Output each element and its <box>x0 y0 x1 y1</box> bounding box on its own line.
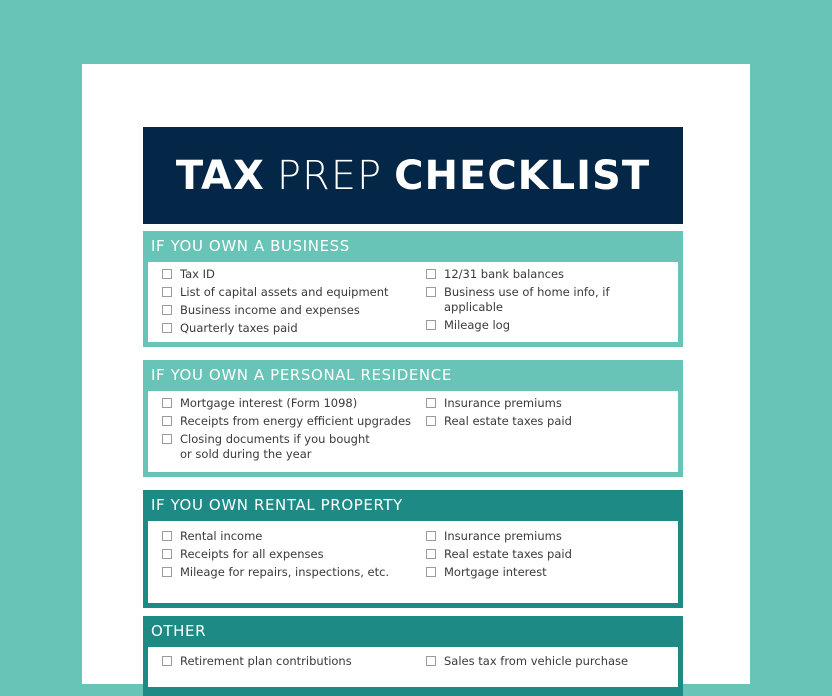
checkbox[interactable] <box>426 656 436 666</box>
checklist-item[interactable] <box>426 547 668 562</box>
checkbox[interactable] <box>162 549 172 559</box>
item-label: Real estate taxes paid <box>444 414 572 428</box>
section-heading: IF YOU OWN A PERSONAL RESIDENCE <box>151 366 452 384</box>
checkbox[interactable] <box>162 398 172 408</box>
checklist-item[interactable] <box>426 654 668 669</box>
title-word-checklist: CHECKLIST <box>394 152 651 199</box>
checklist-item[interactable] <box>426 396 668 411</box>
section-heading: IF YOU OWN RENTAL PROPERTY <box>151 496 403 514</box>
section-heading: IF YOU OWN A BUSINESS <box>151 237 350 255</box>
checkbox[interactable] <box>426 549 436 559</box>
item-label: Sales tax from vehicle purchase <box>444 654 629 668</box>
item-label: Mortgage interest (Form 1098) <box>180 396 358 410</box>
checklist-item[interactable] <box>162 432 426 462</box>
item-label: Business income and expenses <box>180 303 360 317</box>
checklist-item[interactable] <box>162 565 426 580</box>
checkbox[interactable] <box>162 567 172 577</box>
item-label: List of capital assets and equipment <box>180 285 389 299</box>
title-word-tax: TAX <box>175 152 265 199</box>
checkbox[interactable] <box>426 398 436 408</box>
checklist-item[interactable] <box>426 529 668 544</box>
item-label: Receipts for all expenses <box>180 547 324 561</box>
item-label: Insurance premiums <box>444 529 562 543</box>
checklist-item[interactable] <box>162 396 426 411</box>
checkbox[interactable] <box>162 305 172 315</box>
section-personal-residence <box>143 360 683 477</box>
right-column <box>426 654 668 681</box>
left-column <box>162 396 426 466</box>
checklist-item[interactable] <box>426 414 668 429</box>
item-label: Mileage log <box>444 318 510 332</box>
checkbox[interactable] <box>426 320 436 330</box>
checkbox[interactable] <box>426 416 436 426</box>
right-column <box>426 529 668 597</box>
item-label: Mortgage interest <box>444 565 547 579</box>
checklist-item[interactable] <box>162 285 426 300</box>
checkbox[interactable] <box>426 287 436 297</box>
title-banner <box>143 127 683 224</box>
title-word-prep: PREP <box>276 152 383 199</box>
checklist-item[interactable] <box>426 267 668 282</box>
checkbox[interactable] <box>426 567 436 577</box>
left-column <box>162 267 426 336</box>
checkbox[interactable] <box>162 287 172 297</box>
item-label: Insurance premiums <box>444 396 562 410</box>
section-heading: OTHER <box>151 622 207 640</box>
checklist-item[interactable] <box>162 267 426 282</box>
checklist-item[interactable] <box>162 654 426 669</box>
right-column <box>426 396 668 466</box>
section-body <box>148 647 678 687</box>
checkbox[interactable] <box>162 531 172 541</box>
section-body <box>148 262 678 342</box>
checkbox[interactable] <box>162 269 172 279</box>
item-label: Business use of home info, if applicable <box>444 285 610 314</box>
item-label: Receipts from energy efficient upgrades <box>180 414 412 428</box>
checkbox[interactable] <box>426 269 436 279</box>
left-column <box>162 529 426 597</box>
section-body <box>148 521 678 603</box>
section-rental-property <box>143 490 683 608</box>
checklist-item[interactable] <box>426 565 668 580</box>
checklist-item[interactable] <box>162 547 426 562</box>
item-label: Quarterly taxes paid <box>180 321 298 335</box>
checkbox[interactable] <box>162 323 172 333</box>
checklist-item[interactable] <box>426 318 668 333</box>
checkbox[interactable] <box>426 531 436 541</box>
right-column <box>426 267 668 336</box>
checklist-page <box>82 64 750 684</box>
item-label: 12/31 bank balances <box>444 267 565 281</box>
item-label: Mileage for repairs, inspections, etc. <box>180 565 390 579</box>
checklist-item[interactable] <box>426 285 668 315</box>
item-label: Retirement plan contributions <box>180 654 352 668</box>
left-column <box>162 654 426 681</box>
checkbox[interactable] <box>162 434 172 444</box>
checklist-item[interactable] <box>162 529 426 544</box>
item-label: Tax ID <box>180 267 215 281</box>
checklist-item[interactable] <box>162 414 426 429</box>
checkbox[interactable] <box>162 416 172 426</box>
section-other <box>143 616 683 696</box>
item-label: Rental income <box>180 529 263 543</box>
checklist-item[interactable] <box>162 321 426 336</box>
section-business <box>143 231 683 347</box>
section-body <box>148 391 678 472</box>
checkbox[interactable] <box>162 656 172 666</box>
item-label: Closing documents if you bought or sold during the year <box>180 432 370 461</box>
checklist-item[interactable] <box>162 303 426 318</box>
item-label: Real estate taxes paid <box>444 547 572 561</box>
